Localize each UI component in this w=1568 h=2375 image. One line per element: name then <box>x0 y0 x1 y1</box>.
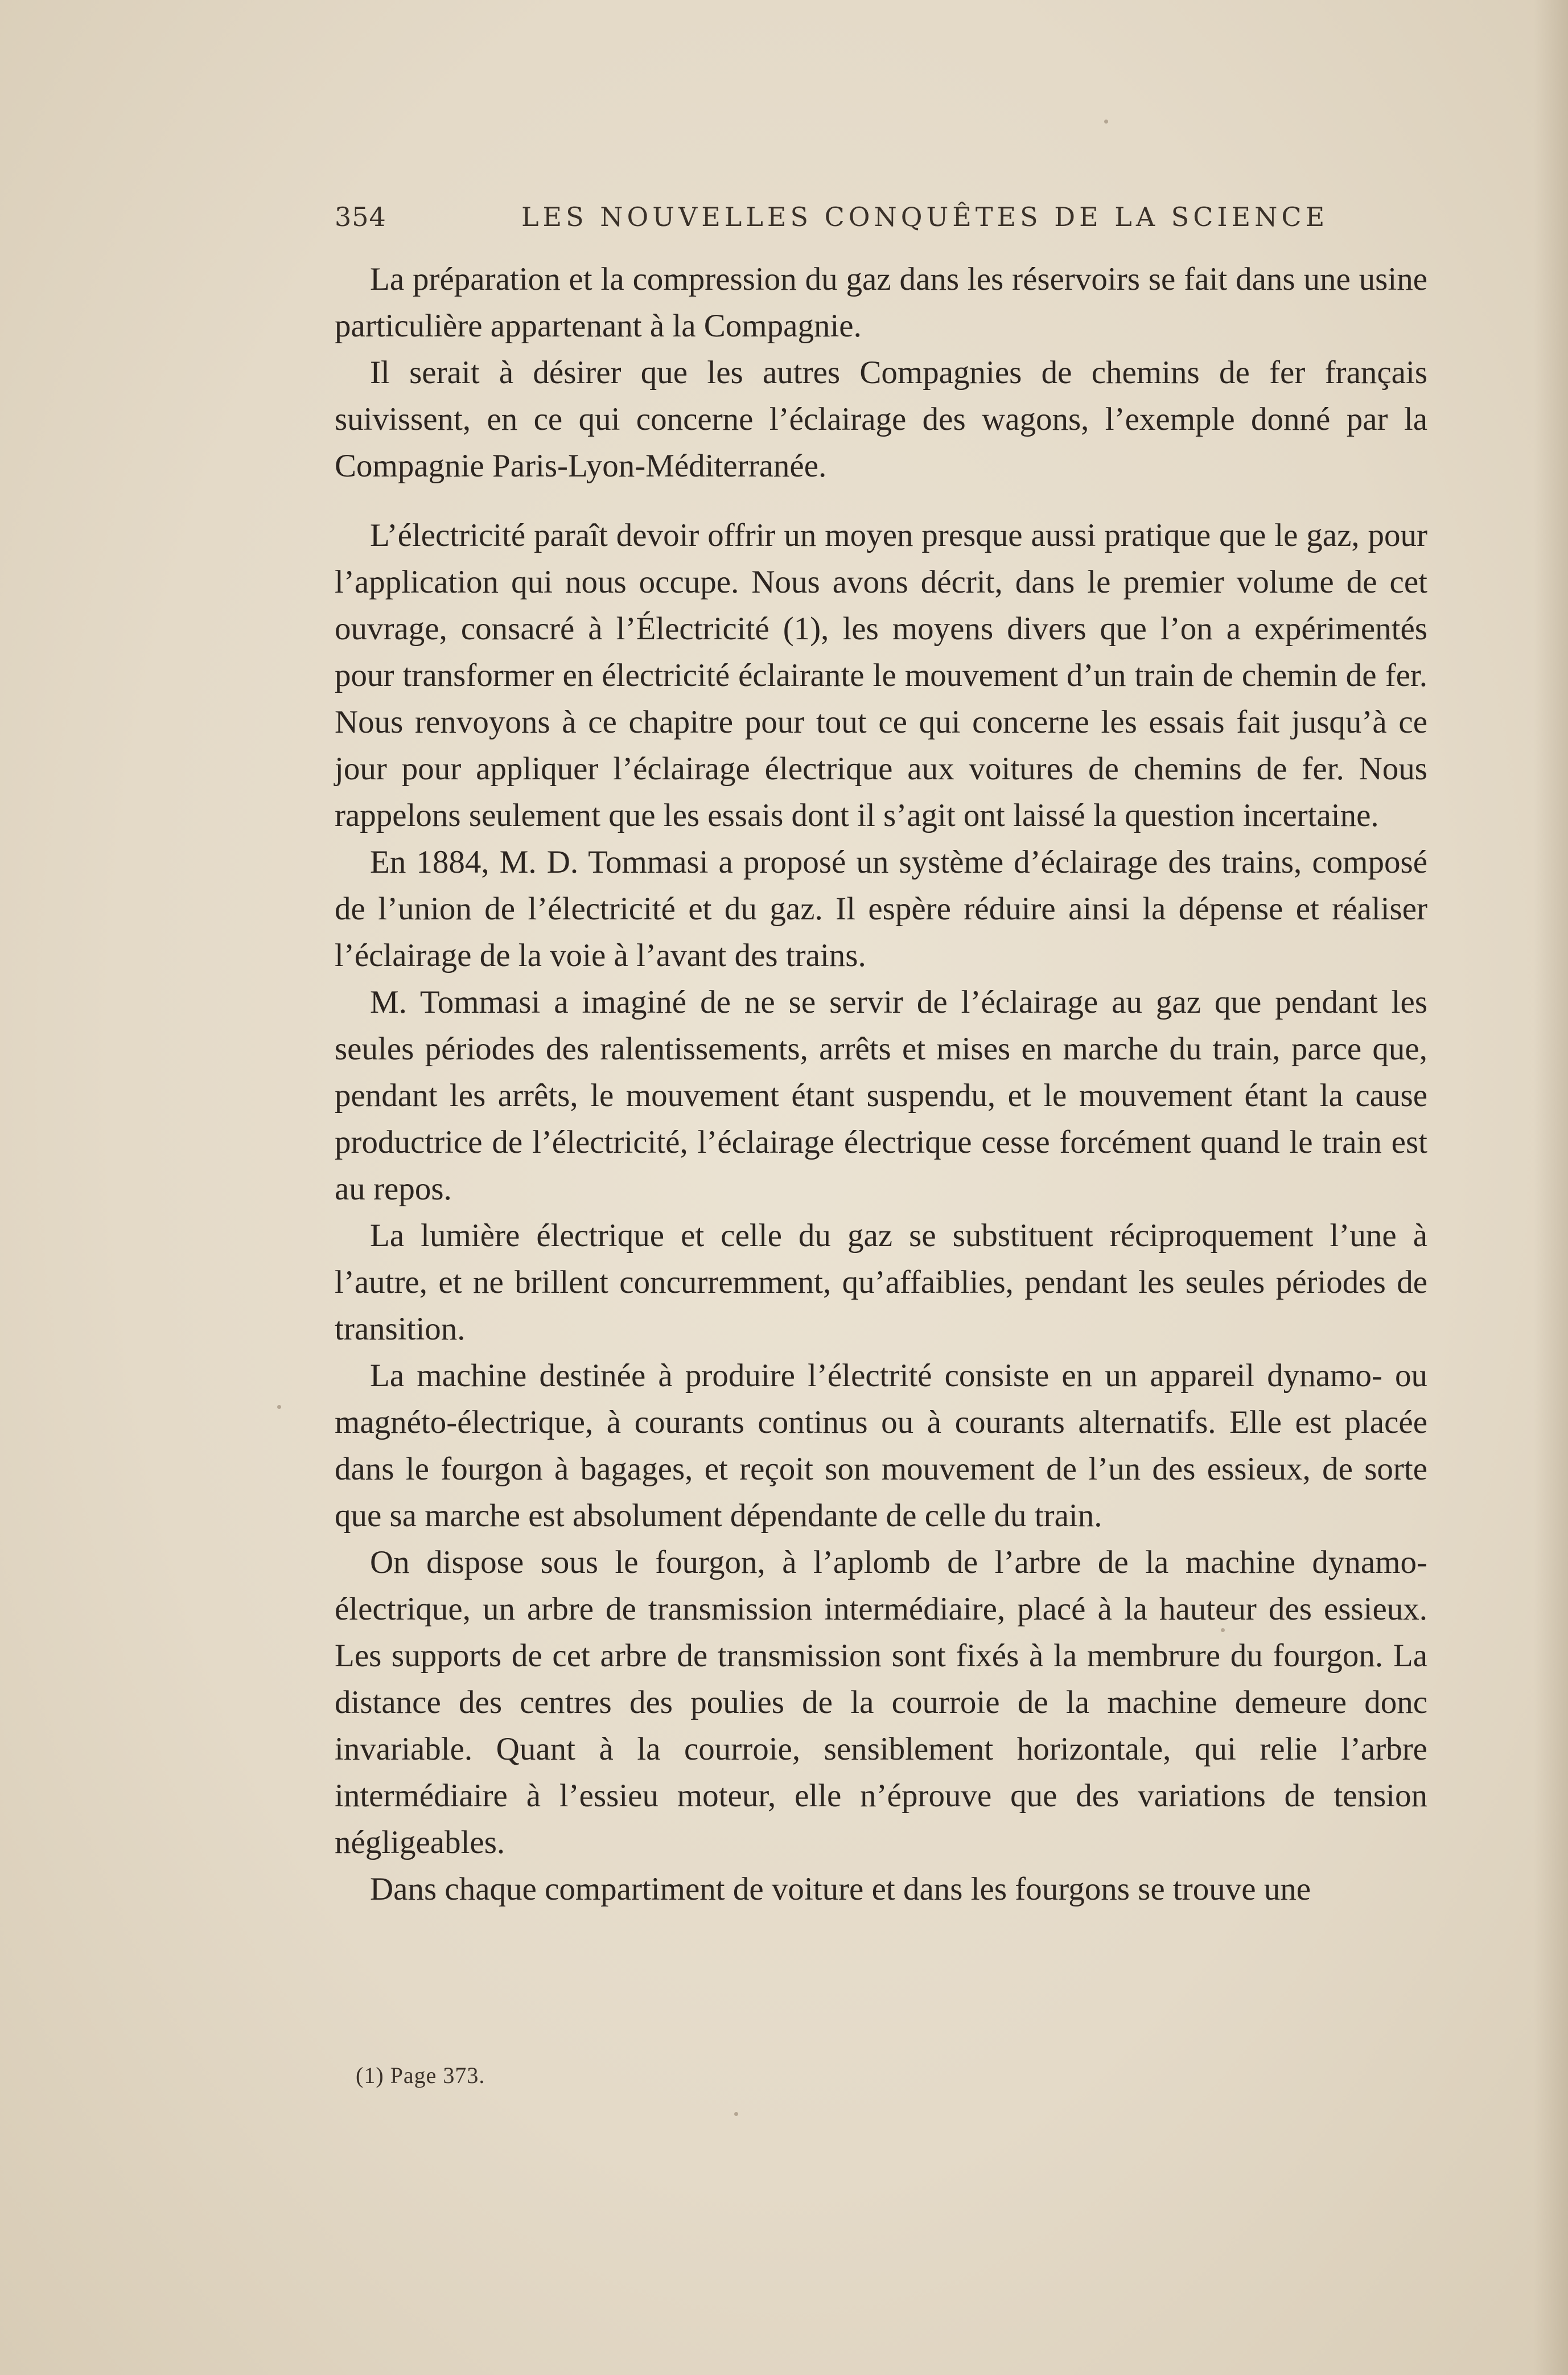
paragraph: En 1884, M. D. Tommasi a proposé un système d’éclairage des trains, composé de l’union de l’électricité et du gaz. Il espère réduire ainsi la dépense et réaliser l’éclairage de la voie à l’avant des trains. <box>335 844 1427 973</box>
paragraph: La lumière électrique et celle du gaz se substituent réciproquement l’une à l’autre, et ne brillent concurremment, qu’affaiblies, pendant les seules périodes de transition. <box>335 1218 1427 1347</box>
paper-speck <box>277 1405 281 1409</box>
paragraph: Dans chaque compartiment de voiture et dans les fourgons se trouve une <box>370 1871 1311 1907</box>
paragraph-gap <box>335 490 1427 512</box>
footnote: (1) Page 373. <box>356 2062 485 2088</box>
paragraph: La machine destinée à produire l’électrité consiste en un appareil dynamo- ou magnéto-électrique, à courants continus ou à courants alternatifs. Elle est placée dans le fourgon à bagages, et reçoit son mouvement de l’un des essieux, de sorte que sa marche est absolument dépendante de celle du train. <box>335 1358 1427 1534</box>
paper-speck <box>1221 1628 1225 1632</box>
running-header <box>335 198 1329 238</box>
paper-speck <box>1104 120 1108 124</box>
paragraph: La préparation et la compression du gaz dans les réservoirs se fait dans une usine particulière appartenant à la Compagnie. <box>335 261 1427 344</box>
body-text <box>335 256 1427 1913</box>
page-number: 354 <box>335 202 386 232</box>
paragraph: Il serait à désirer que les autres Compagnies de chemins de fer français suivissent, en ce qui concerne l’éclairage des wagons, l’exemple donné par la Compagnie Paris-Lyon-Méditerranée. <box>335 355 1427 484</box>
paper-speck <box>734 2112 738 2116</box>
paragraph: L’électricité paraît devoir offrir un moyen presque aussi pratique que le gaz, pour l’application qui nous occupe. Nous avons décrit, dans le premier volume de cet ouvrage, consacré à l’Électricité (1), les moyens divers que l’on a expérimentés pour transformer en électricité éclairante le mouvement d’un train de chemin de fer. Nous renvoyons à ce chapitre pour tout ce qui concerne les essais fait jusqu’à ce jour pour appliquer l’éclairage électrique aux voitures de chemins de fer. Nous rappelons seulement que les essais dont il s’agit ont laissé la question incertaine. <box>335 517 1427 833</box>
page-edge-shadow <box>1534 0 1568 2375</box>
paragraph: On dispose sous le fourgon, à l’aplomb de l’arbre de la machine dynamo-électrique, un arbre de transmission intermédiaire, placé à la hauteur des essieux. Les supports de cet arbre de transmission sont fixés à la membrure du fourgon. La distance des centres des poulies de la courroie de la machine demeure donc invariable. Quant à la courroie, sensiblement horizontale, qui relie l’arbre intermédiaire à l’essieu moteur, elle n’éprouve que des variations de tension négligeables. <box>335 1544 1427 1860</box>
paragraph: M. Tommasi a imaginé de ne se servir de l’éclairage au gaz que pendant les seules périodes des ralentissements, arrêts et mises en marche du train, parce que, pendant les arrêts, le mouvement étant suspendu, et le mouvement étant la cause productrice de l’électricité, l’éclairage électrique cesse forcément quand le train est au repos. <box>335 984 1427 1207</box>
running-title: LES NOUVELLES CONQUÊTES DE LA SCIENCE <box>521 202 1329 232</box>
